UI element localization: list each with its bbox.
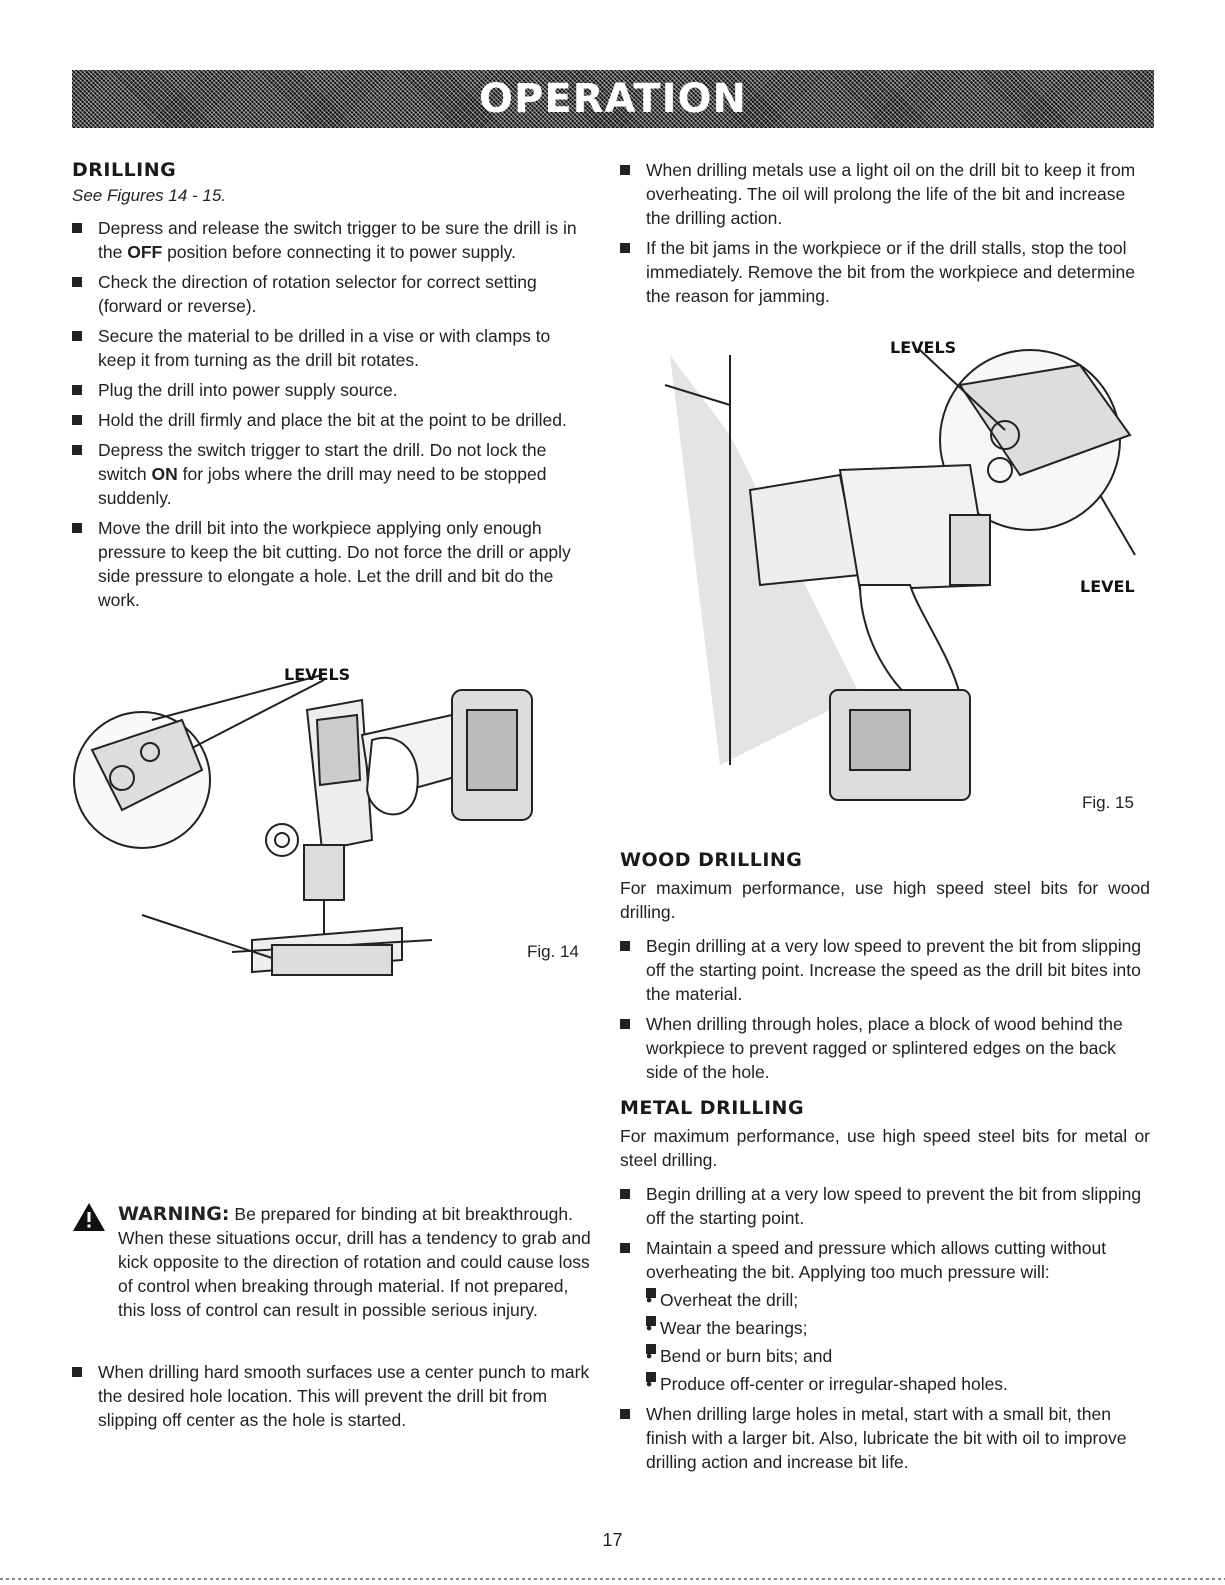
wood-drilling-section	[620, 848, 1150, 1090]
figure-number: Fig. 14	[527, 942, 579, 961]
drilling-heading: DRILLING	[72, 159, 177, 181]
levels-label: LEVELS	[890, 338, 957, 357]
metal-drilling-section	[620, 1096, 1150, 1480]
list-item: When drilling metals use a light oil on the drill bit to keep it from overheating. The oil will prolong the life of the bit and increase the drilling action.	[620, 158, 1150, 230]
list-item: • Overheat the drill;	[646, 1288, 1150, 1312]
drill-vise-illustration	[72, 660, 612, 980]
wood-drilling-intro: For maximum performance, use high speed steel bits for wood drilling.	[620, 878, 1150, 922]
list-item: Begin drilling at a very low speed to prevent the bit from slipping off the starting point.	[620, 1182, 1150, 1230]
metal-drilling-intro: For maximum performance, use high speed steel bits for metal or steel drilling.	[620, 1126, 1150, 1170]
drilling-steps	[72, 216, 592, 612]
drill-level-illustration	[660, 325, 1150, 845]
right-column	[620, 158, 1150, 314]
list-item: If the bit jams in the workpiece or if the drill stalls, stop the tool immediately. Remove the bit from the workpiece and determine the reason for jamming.	[620, 236, 1150, 308]
figure-number: Fig. 15	[1082, 793, 1134, 812]
list-item: Move the drill bit into the workpiece applying only enough pressure to keep the bit cutting. Do not force the drill or apply side pressure to elongate a hole. Let the drill and bit do the work.	[72, 516, 592, 612]
list-item: Check the direction of rotation selector for correct setting (forward or reverse).	[72, 270, 592, 318]
list-item: Secure the material to be drilled in a vise or with clamps to keep it from turning as the drill bit rotates.	[72, 324, 592, 372]
left-column	[72, 158, 592, 618]
section-banner	[72, 70, 1154, 128]
warning-text: Be prepared for binding at bit breakthrough. When these situations occur, drill has a tendency to grab and kick opposite to the direction of rotation and could cause loss of control when breaking through material. If not prepared, this loss of control can result in possible serious injury.	[118, 1204, 591, 1320]
list-item: • Produce off-center or irregular-shaped holes.	[646, 1372, 1150, 1396]
section-title: OPERATION	[479, 76, 747, 122]
list-item: Maintain a speed and pressure which allows cutting without overheating the bit. Applying too much pressure will: • Overheat the drill; • Wear the bearings; • Bend or burn bits; and • Produce off-center or irregular-shaped holes.	[620, 1236, 1150, 1396]
warning-icon	[72, 1202, 106, 1232]
list-item: • Bend or burn bits; and	[646, 1344, 1150, 1368]
page-number: 17	[602, 1530, 623, 1550]
figure-14	[72, 660, 612, 980]
list-item: When drilling hard smooth surfaces use a center punch to mark the desired hole location. This will prevent the drill bit from slipping off center as the hole is started.	[72, 1360, 592, 1432]
warning-block	[72, 1202, 592, 1322]
list-item: When drilling large holes in metal, start with a small bit, then finish with a larger bit. Also, lubricate the bit with oil to improve drilling action and increase bit life.	[620, 1402, 1150, 1474]
warning-title: WARNING:	[118, 1203, 230, 1225]
level-label: LEVEL	[1080, 577, 1135, 596]
list-item: Depress the switch trigger to start the drill. Do not lock the switch ON for jobs where the drill may need to be stopped suddenly.	[72, 438, 592, 510]
metal-drilling-heading: METAL DRILLING	[620, 1097, 805, 1119]
list-item: Begin drilling at a very low speed to prevent the bit from slipping off the starting point. Increase the speed as the drill bit bites into the material.	[620, 934, 1150, 1006]
drilling-subtitle: See Figures 14 - 15.	[72, 186, 227, 205]
list-item: When drilling through holes, place a block of wood behind the workpiece to prevent ragged or splintered edges on the back side of the hole.	[620, 1012, 1150, 1084]
bottom-rule	[0, 1578, 1225, 1580]
list-item: Hold the drill firmly and place the bit at the point to be drilled.	[72, 408, 592, 432]
pressure-effects-list	[646, 1288, 1150, 1396]
left-column-lower	[72, 1360, 592, 1438]
list-item: Depress and release the switch trigger to be sure the drill is in the OFF position before connecting it to power supply.	[72, 216, 592, 264]
list-item: Plug the drill into power supply source.	[72, 378, 592, 402]
list-item: • Wear the bearings;	[646, 1316, 1150, 1340]
figure-15	[660, 325, 1150, 845]
wood-drilling-heading: WOOD DRILLING	[620, 849, 803, 871]
levels-label: LEVELS	[284, 665, 351, 684]
